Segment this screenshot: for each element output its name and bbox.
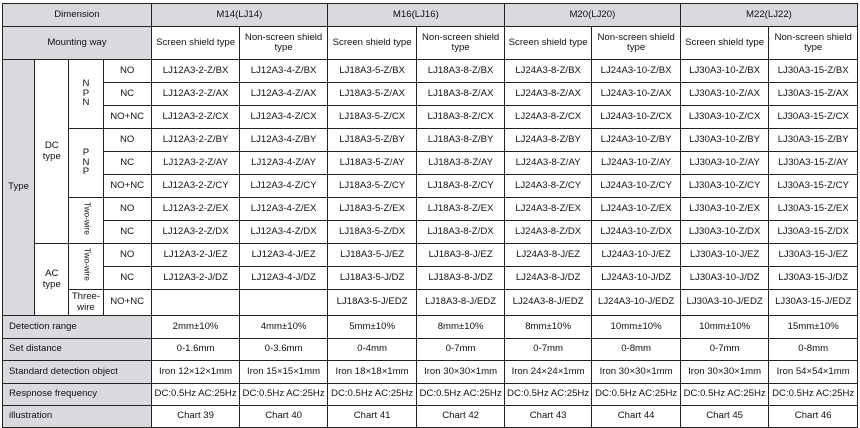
detection-range-label: Detection range	[3, 316, 152, 339]
model-cell: LJ24A3-10-Z/CY	[592, 175, 681, 198]
chart-ref-cell: Chart 42	[417, 406, 505, 428]
model-cell: LJ24A3-10-Z/EX	[592, 198, 681, 221]
model-cell: LJ18A3-5-Z/CY	[327, 175, 417, 198]
model-cell: LJ24A3-8-Z/BY	[504, 129, 592, 152]
model-cell: LJ18A3-5-Z/CX	[327, 106, 417, 129]
mounting-way-header: Mounting way	[3, 27, 152, 60]
model-cell: LJ24A3-8-J/DZ	[504, 267, 592, 290]
model-cell: LJ30A3-15-J/EZ	[769, 244, 858, 267]
screen-shield-header: Screen shield type	[680, 27, 769, 60]
dimension-header: Dimension	[3, 4, 152, 27]
model-cell: LJ18A3-8-Z/BX	[417, 60, 505, 83]
illustration-label: illustration	[3, 406, 152, 428]
model-cell: LJ24A3-8-Z/CX	[504, 106, 592, 129]
chart-ref-cell: Chart 44	[592, 406, 681, 428]
model-cell: LJ18A3-8-J/DZ	[417, 267, 505, 290]
model-cell: LJ12A3-2-Z/AX	[151, 83, 240, 106]
spec-cell: 0-3.6mm	[240, 339, 328, 361]
model-cell: LJ24A3-10-Z/DX	[592, 221, 681, 244]
spec-cell: DC:0.5Hz AC:25Hz	[417, 384, 505, 406]
spec-cell: 0-1.6mm	[151, 339, 240, 361]
model-cell: LJ24A3-8-Z/CY	[504, 175, 592, 198]
type-label: Type	[3, 60, 35, 316]
model-cell: LJ30A3-10-Z/BY	[680, 129, 769, 152]
spec-cell: DC:0.5Hz AC:25Hz	[680, 384, 769, 406]
model-cell: LJ30A3-15-Z/BY	[769, 129, 858, 152]
spec-cell: Iron 24×24×1mm	[504, 361, 592, 384]
model-cell: LJ18A3-5-Z/BY	[327, 129, 417, 152]
spec-cell: Iron 18×18×1mm	[327, 361, 417, 384]
ac-two-wire-label	[69, 244, 103, 290]
model-cell: LJ30A3-10-Z/BX	[680, 60, 769, 83]
model-cell: LJ18A3-8-Z/AY	[417, 152, 505, 175]
spec-cell: Iron 30×30×1mm	[680, 361, 769, 384]
contact-nc: NC	[103, 83, 151, 106]
spec-cell: DC:0.5Hz AC:25Hz	[504, 384, 592, 406]
spec-cell: 0-8mm	[769, 339, 858, 361]
spec-cell: 0-4mm	[327, 339, 417, 361]
chart-ref-cell: Chart 45	[680, 406, 769, 428]
model-cell: LJ12A3-2-Z/EX	[151, 198, 240, 221]
model-cell: LJ30A3-10-J/EZ	[680, 244, 769, 267]
model-cell: LJ18A3-5-J/EDZ	[327, 290, 417, 316]
model-cell: LJ18A3-5-Z/AX	[327, 83, 417, 106]
set-distance-label: Set distance	[3, 339, 152, 361]
spec-cell: Iron 30×30×1mm	[592, 361, 681, 384]
dc-two-wire-text: Two-wire	[82, 202, 92, 236]
model-cell: LJ30A3-15-Z/BX	[769, 60, 858, 83]
nonscreen-shield-header: Non-screen shield type	[240, 27, 328, 60]
model-cell: LJ18A3-8-Z/AX	[417, 83, 505, 106]
nonscreen-shield-header: Non-screen shield type	[417, 27, 505, 60]
model-cell: LJ18A3-8-Z/BY	[417, 129, 505, 152]
model-cell: LJ12A3-2-Z/CX	[151, 106, 240, 129]
contact-nonc: NO+NC	[103, 106, 151, 129]
model-cell: LJ30A3-15-Z/DX	[769, 221, 858, 244]
model-cell	[240, 290, 328, 316]
pnp-vertical-text: P N P	[82, 147, 90, 178]
contact-nonc: NO+NC	[103, 175, 151, 198]
spec-cell: 4mm±10%	[240, 316, 328, 339]
model-cell: LJ24A3-8-Z/AX	[504, 83, 592, 106]
model-cell: LJ18A3-5-Z/DX	[327, 221, 417, 244]
spec-cell: 10mm±10%	[680, 316, 769, 339]
spec-cell: 5mm±10%	[327, 316, 417, 339]
model-cell: LJ24A3-8-Z/DX	[504, 221, 592, 244]
spec-cell: 10mm±10%	[592, 316, 681, 339]
spec-cell: 8mm±10%	[417, 316, 505, 339]
model-cell: LJ18A3-8-Z/CX	[417, 106, 505, 129]
spec-cell: 2mm±10%	[151, 316, 240, 339]
spec-cell: DC:0.5Hz AC:25Hz	[769, 384, 858, 406]
spec-cell: DC:0.5Hz AC:25Hz	[240, 384, 328, 406]
model-cell: LJ18A3-8-J/EDZ	[417, 290, 505, 316]
ac-two-wire-text: Two-wire	[82, 248, 92, 282]
model-cell: LJ12A3-2-Z/BY	[151, 129, 240, 152]
spec-cell: 0-7mm	[680, 339, 769, 361]
model-cell: LJ30A3-15-Z/CX	[769, 106, 858, 129]
model-cell: LJ24A3-10-Z/CX	[592, 106, 681, 129]
model-cell: LJ18A3-8-Z/DX	[417, 221, 505, 244]
model-cell: LJ30A3-10-Z/EX	[680, 198, 769, 221]
model-cell: LJ30A3-10-Z/AX	[680, 83, 769, 106]
model-cell: LJ30A3-15-Z/AY	[769, 152, 858, 175]
model-cell: LJ18A3-5-J/DZ	[327, 267, 417, 290]
spec-cell: DC:0.5Hz AC:25Hz	[327, 384, 417, 406]
model-cell: LJ24A3-10-J/DZ	[592, 267, 681, 290]
model-cell: LJ24A3-10-J/EZ	[592, 244, 681, 267]
model-cell: LJ24A3-10-J/EDZ	[592, 290, 681, 316]
contact-no: NO	[103, 198, 151, 221]
model-cell: LJ30A3-15-J/EDZ	[769, 290, 858, 316]
chart-ref-cell: Chart 40	[240, 406, 328, 428]
chart-ref-cell: Chart 39	[151, 406, 240, 428]
screen-shield-header: Screen shield type	[151, 27, 240, 60]
model-cell: LJ12A3-2-J/DZ	[151, 267, 240, 290]
model-cell: LJ12A3-4-Z/CY	[240, 175, 328, 198]
spec-cell: 0-8mm	[592, 339, 681, 361]
model-cell: LJ12A3-2-Z/CY	[151, 175, 240, 198]
model-cell: LJ12A3-2-Z/DX	[151, 221, 240, 244]
model-cell: LJ12A3-4-Z/AX	[240, 83, 328, 106]
model-cell: LJ30A3-15-Z/CY	[769, 175, 858, 198]
spec-cell: DC:0.5Hz AC:25Hz	[592, 384, 681, 406]
model-cell	[151, 290, 240, 316]
contact-nonc: NO+NC	[103, 290, 151, 316]
model-cell: LJ12A3-2-Z/AY	[151, 152, 240, 175]
model-cell: LJ24A3-8-Z/BX	[504, 60, 592, 83]
three-wire-label: Three-wire	[69, 290, 103, 316]
model-cell: LJ12A3-4-Z/BX	[240, 60, 328, 83]
specification-table	[2, 3, 858, 428]
contact-nc: NC	[103, 221, 151, 244]
model-cell: LJ18A3-5-J/EZ	[327, 244, 417, 267]
nonscreen-shield-header: Non-screen shield type	[769, 27, 858, 60]
spec-cell: Iron 54×54×1mm	[769, 361, 858, 384]
model-cell: LJ12A3-4-Z/DX	[240, 221, 328, 244]
model-cell: LJ24A3-8-J/EDZ	[504, 290, 592, 316]
model-cell: LJ12A3-4-Z/EX	[240, 198, 328, 221]
model-cell: LJ18A3-5-Z/BX	[327, 60, 417, 83]
dc-two-wire-label	[69, 198, 103, 244]
spec-cell: 8mm±10%	[504, 316, 592, 339]
size-header-m22: M22(LJ22)	[680, 4, 857, 27]
contact-no: NO	[103, 129, 151, 152]
model-cell: LJ12A3-4-Z/BY	[240, 129, 328, 152]
model-cell: LJ30A3-15-Z/AX	[769, 83, 858, 106]
spec-cell: DC:0.5Hz AC:25Hz	[151, 384, 240, 406]
npn-vertical-text: N P N	[82, 78, 90, 109]
pnp-label	[69, 129, 103, 198]
model-cell: LJ24A3-10-Z/AX	[592, 83, 681, 106]
model-cell: LJ12A3-2-J/EZ	[151, 244, 240, 267]
contact-nc: NC	[103, 152, 151, 175]
dc-type-label: DC type	[35, 60, 69, 244]
model-cell: LJ24A3-8-Z/AY	[504, 152, 592, 175]
spec-cell: 15mm±10%	[769, 316, 858, 339]
chart-ref-cell: Chart 43	[504, 406, 592, 428]
spec-cell: 0-7mm	[417, 339, 505, 361]
size-header-m20: M20(LJ20)	[504, 4, 680, 27]
model-cell: LJ24A3-10-Z/BY	[592, 129, 681, 152]
model-cell: LJ30A3-15-Z/EX	[769, 198, 858, 221]
model-cell: LJ30A3-15-J/DZ	[769, 267, 858, 290]
npn-label	[69, 60, 103, 129]
model-cell: LJ18A3-8-Z/EX	[417, 198, 505, 221]
contact-nc: NC	[103, 267, 151, 290]
model-cell: LJ30A3-10-Z/DX	[680, 221, 769, 244]
model-cell: LJ24A3-8-J/EZ	[504, 244, 592, 267]
model-cell: LJ18A3-5-Z/EX	[327, 198, 417, 221]
model-cell: LJ18A3-5-Z/AY	[327, 152, 417, 175]
model-cell: LJ24A3-10-Z/AY	[592, 152, 681, 175]
spec-cell: Iron 30×30×1mm	[417, 361, 505, 384]
standard-object-label: Standard detection object	[3, 361, 152, 384]
model-cell: LJ12A3-4-J/DZ	[240, 267, 328, 290]
model-cell: LJ12A3-2-Z/BX	[151, 60, 240, 83]
model-cell: LJ24A3-10-Z/BX	[592, 60, 681, 83]
screen-shield-header: Screen shield type	[327, 27, 417, 60]
chart-ref-cell: Chart 41	[327, 406, 417, 428]
model-cell: LJ30A3-10-Z/CY	[680, 175, 769, 198]
spec-cell: 0-7mm	[504, 339, 592, 361]
nonscreen-shield-header: Non-screen shield type	[592, 27, 681, 60]
model-cell: LJ24A3-8-Z/EX	[504, 198, 592, 221]
screen-shield-header: Screen shield type	[504, 27, 592, 60]
response-frequency-label: Respnose frequency	[3, 384, 152, 406]
model-cell: LJ30A3-10-J/DZ	[680, 267, 769, 290]
model-cell: LJ12A3-4-Z/AY	[240, 152, 328, 175]
model-cell: LJ12A3-4-Z/CX	[240, 106, 328, 129]
spec-cell: Iron 15×15×1mm	[240, 361, 328, 384]
model-cell: LJ18A3-8-Z/CY	[417, 175, 505, 198]
model-cell: LJ30A3-10-Z/CX	[680, 106, 769, 129]
chart-ref-cell: Chart 46	[769, 406, 858, 428]
model-cell: LJ30A3-10-J/EDZ	[680, 290, 769, 316]
model-cell: LJ18A3-8-J/EZ	[417, 244, 505, 267]
ac-type-label: AC type	[35, 244, 69, 316]
contact-no: NO	[103, 244, 151, 267]
model-cell: LJ12A3-4-J/EZ	[240, 244, 328, 267]
spec-cell: Iron 12×12×1mm	[151, 361, 240, 384]
size-header-m14: M14(LJ14)	[151, 4, 327, 27]
size-header-m16: M16(LJ16)	[327, 4, 504, 27]
contact-no: NO	[103, 60, 151, 83]
model-cell: LJ30A3-10-Z/AY	[680, 152, 769, 175]
